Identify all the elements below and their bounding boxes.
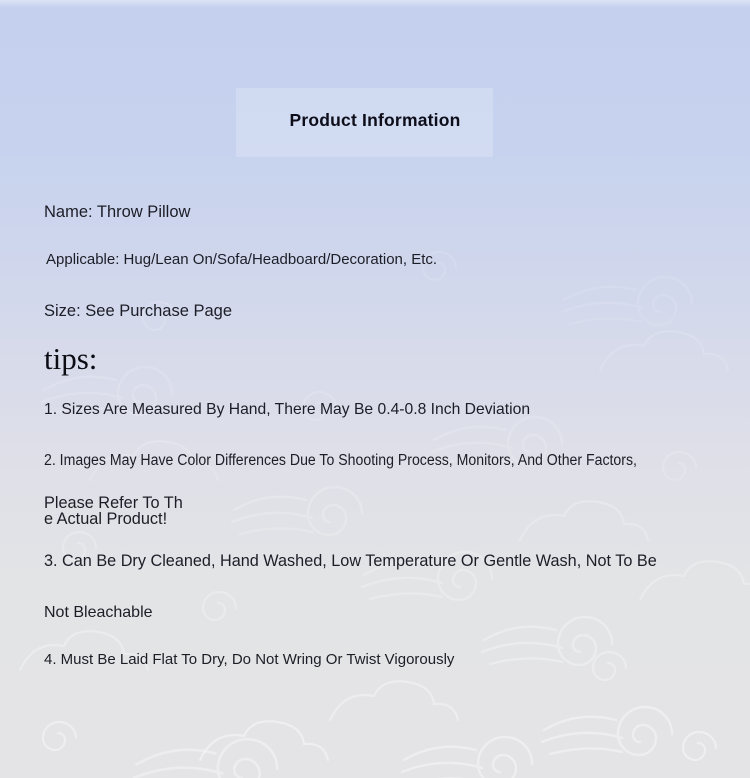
- tip-line-2-continuation: [44, 496, 183, 527]
- tip-line-2: 2. Images May Have Color Differences Due To Shooting Process, Monitors, And Other Factors,: [44, 452, 637, 469]
- tip-line-3-continuation: Not Bleachable: [44, 604, 153, 621]
- tip-line-2-cont-a: Please Refer To Th: [44, 494, 183, 512]
- product-name-line: Name: Throw Pillow: [44, 203, 191, 221]
- tip-line-4: 4. Must Be Laid Flat To Dry, Do Not Wring Or Twist Vigorously: [44, 651, 455, 668]
- page-title: Product Information: [289, 110, 461, 130]
- tips-heading: tips:: [44, 341, 98, 376]
- tip-line-2-cont-b: e Actual Product!: [44, 509, 168, 528]
- product-size-line: Size: See Purchase Page: [44, 302, 233, 320]
- product-applicable-line: Applicable: Hug/Lean On/Sofa/Headboard/Decoration, Etc.: [46, 251, 438, 268]
- tip-line-1: 1. Sizes Are Measured By Hand, There May Be 0.4-0.8 Inch Deviation: [44, 401, 531, 418]
- tip-line-3: 3. Can Be Dry Cleaned, Hand Washed, Low Temperature Or Gentle Wash, Not To Be: [44, 551, 657, 570]
